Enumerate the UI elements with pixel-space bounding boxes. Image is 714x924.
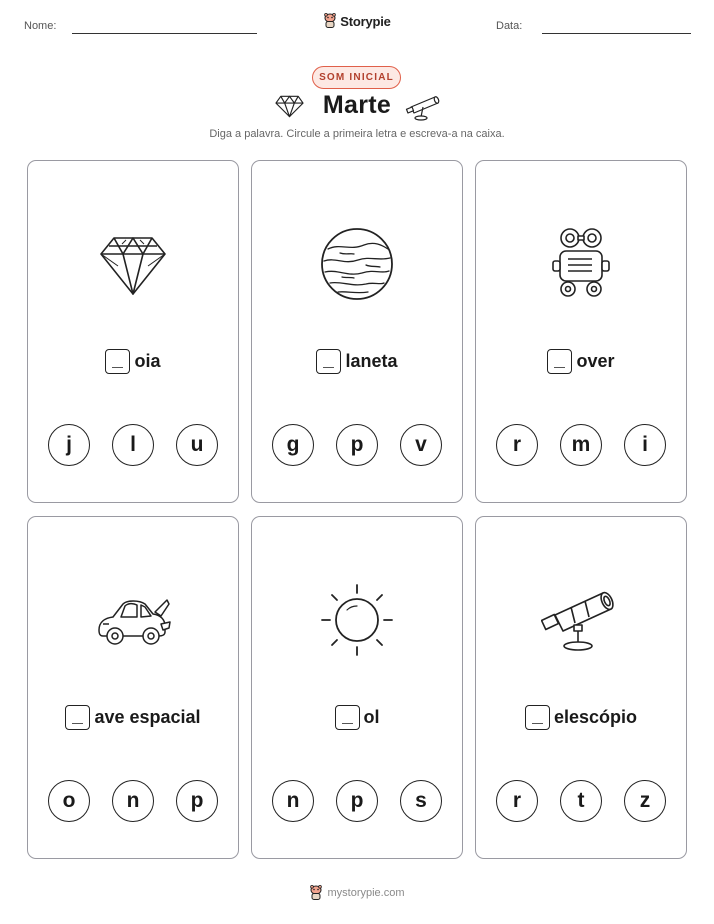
letter-choices [252, 780, 462, 822]
answer-box[interactable] [105, 349, 130, 374]
word-remainder: elescópio [553, 707, 638, 727]
word-remainder: laneta [345, 351, 398, 371]
letter-choices [252, 424, 462, 466]
category-badge: SOM INICIAL [312, 66, 401, 89]
letter-choice[interactable]: l [112, 424, 154, 466]
spaceship-icon [95, 590, 171, 650]
answer-box[interactable] [547, 349, 572, 374]
letter-choice[interactable]: p [176, 780, 218, 822]
word-row [476, 349, 686, 374]
word-row [28, 705, 238, 730]
letter-choices [476, 424, 686, 466]
letter-choice[interactable]: r [496, 780, 538, 822]
word-row [28, 349, 238, 374]
letter-choices [28, 424, 238, 466]
exercise-card-4 [27, 516, 239, 859]
brand-name: Storypie [340, 13, 391, 29]
letter-choice[interactable]: o [48, 780, 90, 822]
exercise-card-3 [475, 160, 687, 503]
word-remainder: over [576, 351, 615, 371]
answer-box[interactable] [316, 349, 341, 374]
letter-choice[interactable]: t [560, 780, 602, 822]
exercise-card-5 [251, 516, 463, 859]
letter-choice[interactable]: z [624, 780, 666, 822]
letter-choice[interactable]: n [112, 780, 154, 822]
telescope-icon [541, 585, 621, 655]
letter-choices [28, 780, 238, 822]
word-remainder: ave espacial [94, 707, 201, 727]
date-label: Data: [496, 20, 523, 32]
letter-choice[interactable]: u [176, 424, 218, 466]
name-line[interactable] [72, 33, 257, 34]
answer-box[interactable] [65, 705, 90, 730]
storypie-mascot-icon [309, 885, 323, 901]
word-remainder: ol [363, 707, 380, 727]
robot-icon [552, 227, 610, 301]
planet-icon [320, 227, 394, 301]
date-line[interactable] [542, 33, 691, 34]
letter-choice[interactable]: j [48, 424, 90, 466]
diamond-icon [98, 232, 168, 296]
word-row [252, 705, 462, 730]
word-remainder: oia [134, 351, 161, 371]
answer-box[interactable] [525, 705, 550, 730]
answer-box[interactable] [335, 705, 360, 730]
letter-choice[interactable]: r [496, 424, 538, 466]
letter-choice[interactable]: n [272, 780, 314, 822]
footer [0, 885, 714, 901]
letter-choice[interactable]: s [400, 780, 442, 822]
letter-choice[interactable]: p [336, 424, 378, 466]
telescope-title-icon [405, 92, 441, 122]
footer-url[interactable]: mystorypie.com [327, 887, 405, 899]
letter-choice[interactable]: i [624, 424, 666, 466]
worksheet-title: Marte [322, 91, 392, 119]
exercise-card-6 [475, 516, 687, 859]
storypie-mascot-icon [323, 13, 337, 29]
instructions-text: Diga a palavra. Circule a primeira letra e escreva-a na caixa. [209, 128, 505, 140]
exercise-card-1 [27, 160, 239, 503]
letter-choice[interactable]: p [336, 780, 378, 822]
word-row [252, 349, 462, 374]
letter-choice[interactable]: m [560, 424, 602, 466]
brand-logo [0, 13, 714, 29]
letter-choices [476, 780, 686, 822]
letter-choice[interactable]: v [400, 424, 442, 466]
letter-choice[interactable]: g [272, 424, 314, 466]
sun-icon [319, 582, 395, 658]
word-row [476, 705, 686, 730]
name-label: Nome: [24, 20, 57, 32]
exercise-card-2 [251, 160, 463, 503]
